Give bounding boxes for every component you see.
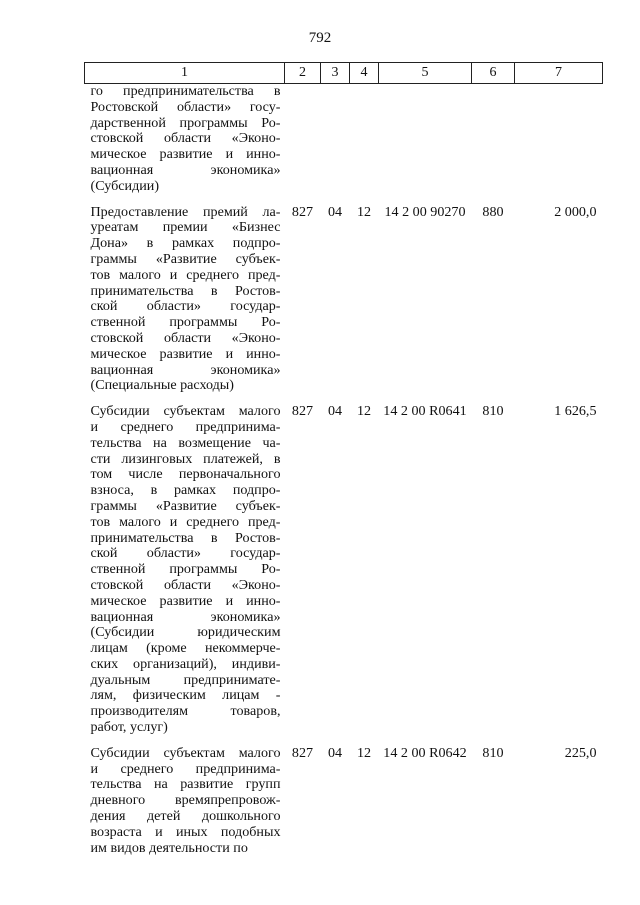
section-code: 04 [327, 403, 343, 420]
description-line: мическое развитие и инно- [90, 146, 281, 163]
target-article-code: 14 2 00 R0642 [383, 744, 467, 761]
target-article-code: 14 2 00 90270 [384, 203, 466, 220]
description-line: граммы «Развитие субъек- [90, 497, 281, 514]
page-number: 792 [308, 30, 332, 46]
section-code: 04 [327, 744, 343, 761]
subsection-code: 12 [356, 203, 372, 220]
description-line: сти лизинговых платежей, в [90, 450, 281, 467]
amount-value: 2 000,0 [554, 203, 597, 220]
expense-type-code [472, 84, 515, 205]
expense-type-code: 880 [482, 203, 504, 220]
description-line: дения детей дошкольного [90, 808, 281, 825]
description-line: тов малого и среднего пред- [90, 266, 281, 283]
row-description [85, 205, 285, 405]
description-line: ской области» государ- [90, 298, 281, 315]
table-row [85, 404, 603, 746]
description-line: вационная экономика» [90, 161, 281, 178]
description-line: Субсидии субъектам малого [90, 744, 281, 761]
description-line: лям, физическим лицам - [90, 687, 281, 704]
description-line: стовской области «Эконо- [90, 130, 281, 147]
description-line: работ, услуг) [90, 719, 168, 736]
table-header [85, 63, 603, 84]
column-header: 5 [379, 63, 472, 84]
description-line: (Специальные расходы) [90, 377, 234, 394]
description-line: производителям товаров, [90, 703, 281, 720]
description-line: граммы «Развитие субъек- [90, 250, 281, 267]
description-line: го предпринимательства в [90, 83, 281, 99]
ministry-code [285, 84, 321, 205]
description-line: стовской области «Эконо- [90, 576, 281, 593]
row-description [85, 404, 285, 746]
column-header: 1 [85, 63, 285, 84]
description-line: Дона» в рамках подпро- [90, 235, 281, 252]
description-line: вационная экономика» [90, 608, 281, 625]
description-line: Ростовской области» госу- [90, 98, 281, 115]
description-line: стовской области «Эконо- [90, 329, 281, 346]
row-description [85, 84, 285, 205]
table-row [85, 746, 603, 867]
description-line: принимательства в Ростов- [90, 529, 281, 546]
description-line: том числе первоначального [90, 466, 281, 483]
section-code [321, 84, 350, 205]
target-article-code [379, 84, 472, 205]
table-body [85, 84, 603, 867]
description-line: принимательства в Ростов- [90, 282, 281, 299]
expense-type-code: 810 [482, 744, 504, 761]
description-line: возраста и иных подобных [90, 823, 281, 840]
ministry-code: 827 [291, 744, 314, 761]
amount-value: 1 626,5 [554, 403, 597, 420]
column-header: 2 [285, 63, 321, 84]
description-line: ственной программы Ро- [90, 314, 281, 331]
amount-value [515, 84, 603, 205]
description-line: дневного времяпрепровож- [90, 792, 281, 809]
column-header: 4 [350, 63, 379, 84]
table-row [85, 84, 603, 205]
amount-value: 225,0 [564, 744, 597, 761]
column-header: 6 [472, 63, 515, 84]
ministry-code: 827 [291, 403, 314, 420]
target-article-code: 14 2 00 R0641 [383, 403, 467, 420]
description-line: взноса, в рамках подпро- [90, 482, 281, 499]
expense-type-code: 810 [482, 403, 504, 420]
description-line: (Субсидии) [90, 177, 160, 194]
description-line: вационная экономика» [90, 361, 281, 378]
column-header: 7 [515, 63, 603, 84]
section-code: 04 [327, 203, 343, 220]
description-line: дуальным предпринимате- [90, 671, 281, 688]
description-line: и среднего предпринима- [90, 418, 281, 435]
description-line: Предоставление премий ла- [90, 203, 281, 220]
description-line: ственной программы Ро- [90, 561, 281, 578]
description-line: им видов деятельности по [90, 839, 248, 856]
description-line: тельства на развитие групп [90, 776, 281, 793]
ministry-code: 827 [291, 203, 314, 220]
description-line: лицам (кроме некоммерче- [90, 640, 281, 657]
table-row [85, 205, 603, 405]
description-line: тов малого и среднего пред- [90, 513, 281, 530]
row-description [85, 746, 285, 867]
subsection-code: 12 [356, 403, 372, 420]
subsection-code [350, 84, 379, 205]
description-line: дарственной программы Ро- [90, 114, 281, 131]
subsection-code: 12 [356, 744, 372, 761]
description-line: тельства на возмещение ча- [90, 434, 281, 451]
description-line: ской области» государ- [90, 545, 281, 562]
description-line: мическое развитие и инно- [90, 345, 281, 362]
column-header: 3 [321, 63, 350, 84]
description-line: Субсидии субъектам малого [90, 403, 281, 420]
description-line: (Субсидии юридическим [90, 624, 281, 641]
description-line: ских организаций), индиви- [90, 655, 281, 672]
description-line: и среднего предпринима- [90, 760, 281, 777]
budget-table [84, 62, 603, 866]
description-line: мическое развитие и инно- [90, 592, 281, 609]
description-line: уреатам премии «Бизнес [90, 219, 281, 236]
